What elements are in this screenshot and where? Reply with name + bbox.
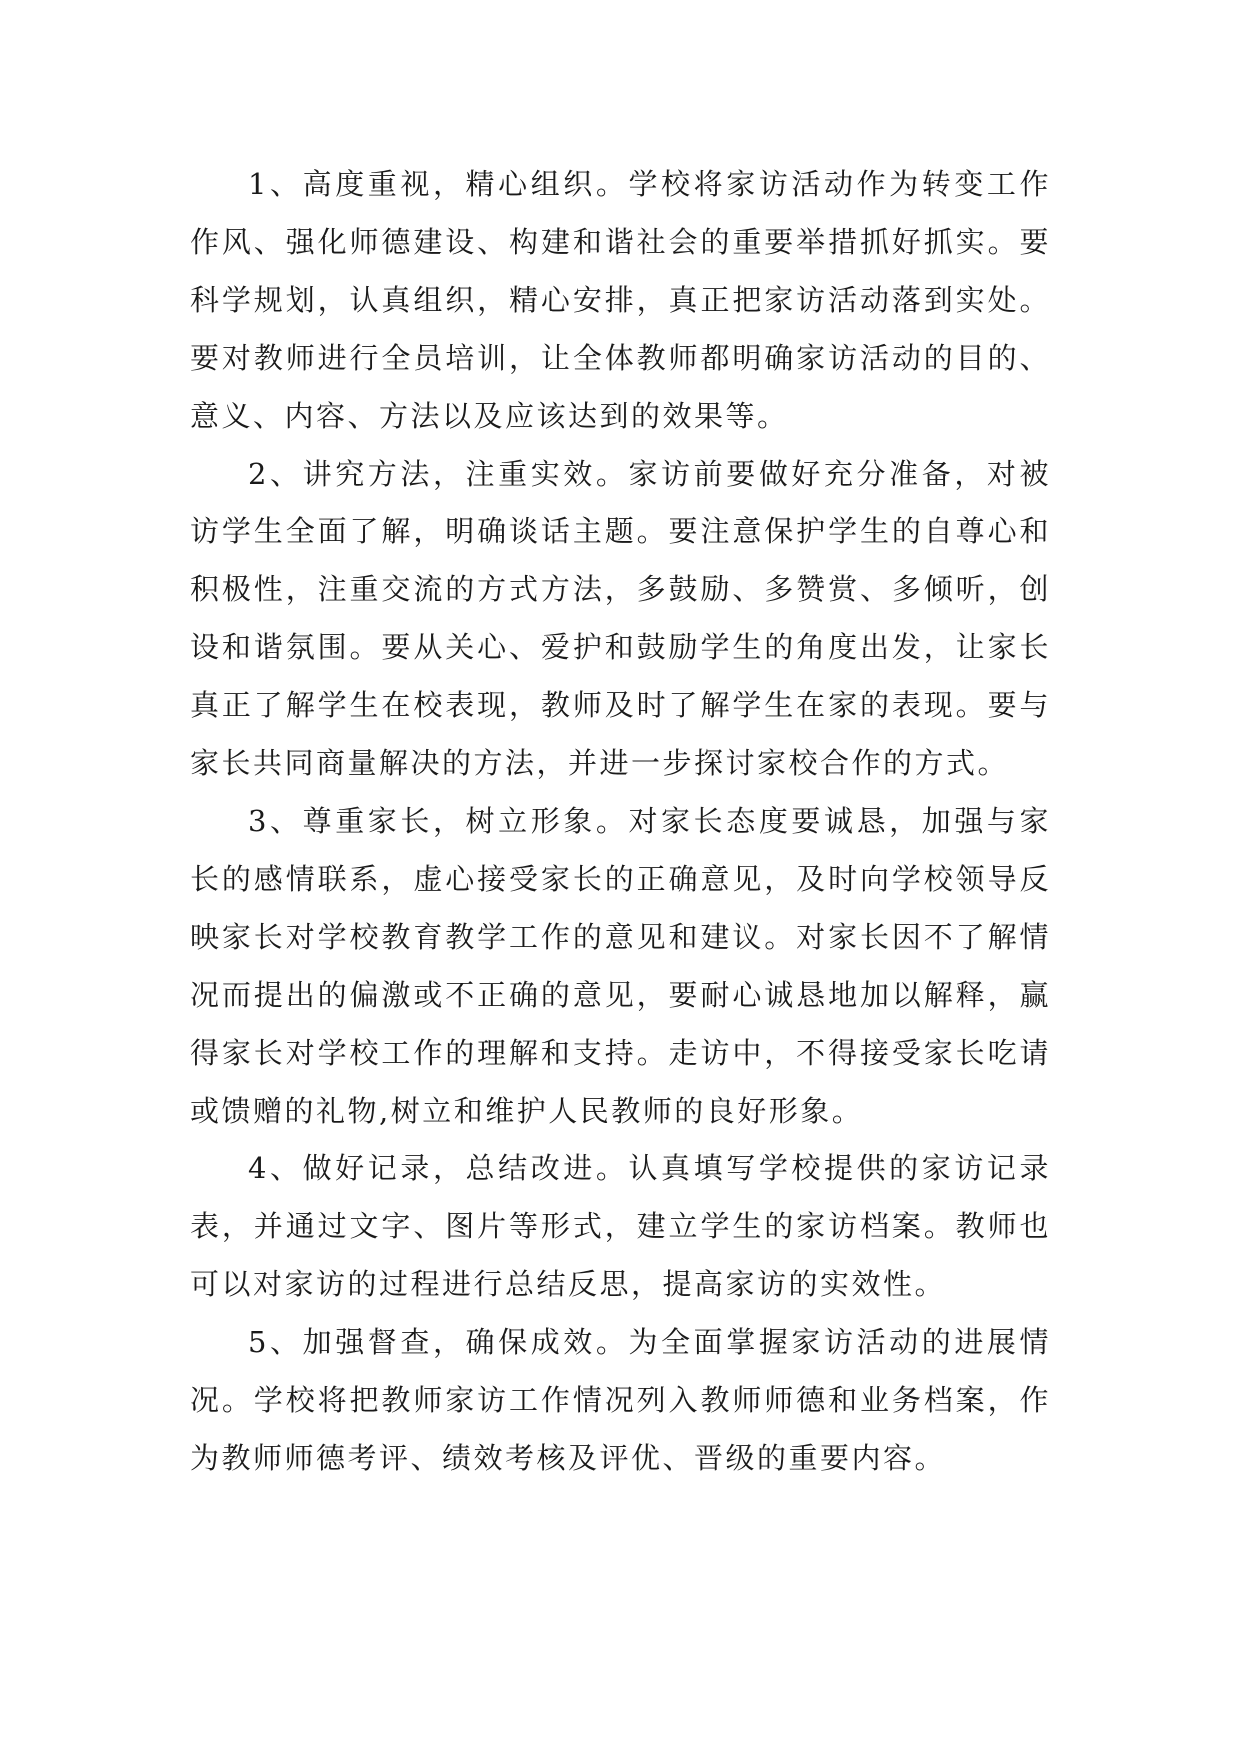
paragraph-4: 4、做好记录，总结改进。认真填写学校提供的家访记录表，并通过文字、图片等形式，建立学生的家访档案。教师也可以对家访的过程进行总结反思，提高家访的实效性。	[190, 1151, 1051, 1302]
paragraph-5: 5、加强督查，确保成效。为全面掌握家访活动的进展情况。学校将把教师家访工作情况列入教师师德和业务档案，作为教师师德考评、绩效考核及评优、晋级的重要内容。	[190, 1325, 1051, 1475]
paragraph-1: 1、高度重视，精心组织。学校将家访活动作为转变工作作风、强化师德建设、构建和谐社会的重要举措抓好抓实。要科学规划，认真组织，精心安排，真正把家访活动落到实处。要对教师进行全员培训，让全体教师都明确家访活动的目的、意义、内容、方法以及应该达到的效果等。	[190, 167, 1051, 433]
document-body	[190, 156, 1051, 1488]
paragraph-2: 2、讲究方法，注重实效。家访前要做好充分准备，对被访学生全面了解，明确谈话主题。要注意保护学生的自尊心和积极性，注重交流的方式方法，多鼓励、多赞赏、多倾听，创设和谐氛围。要从关心、爱护和鼓励学生的角度出发，让家长真正了解学生在校表现，教师及时了解学生在家的表现。要与家长共同商量解决的方法，并进一步探讨家校合作的方式。	[190, 456, 1051, 781]
paragraph-3: 3、尊重家长，树立形象。对家长态度要诚恳，加强与家长的感情联系，虚心接受家长的正确意见，及时向学校领导反映家长对学校教育教学工作的意见和建议。对家长因不了解情况而提出的偏激或不正确的意见，要耐心诚恳地加以解释，赢得家长对学校工作的理解和支持。走访中，不得接受家长吃请或馈赠的礼物,树立和维护人民教师的良好形象。	[190, 803, 1051, 1128]
